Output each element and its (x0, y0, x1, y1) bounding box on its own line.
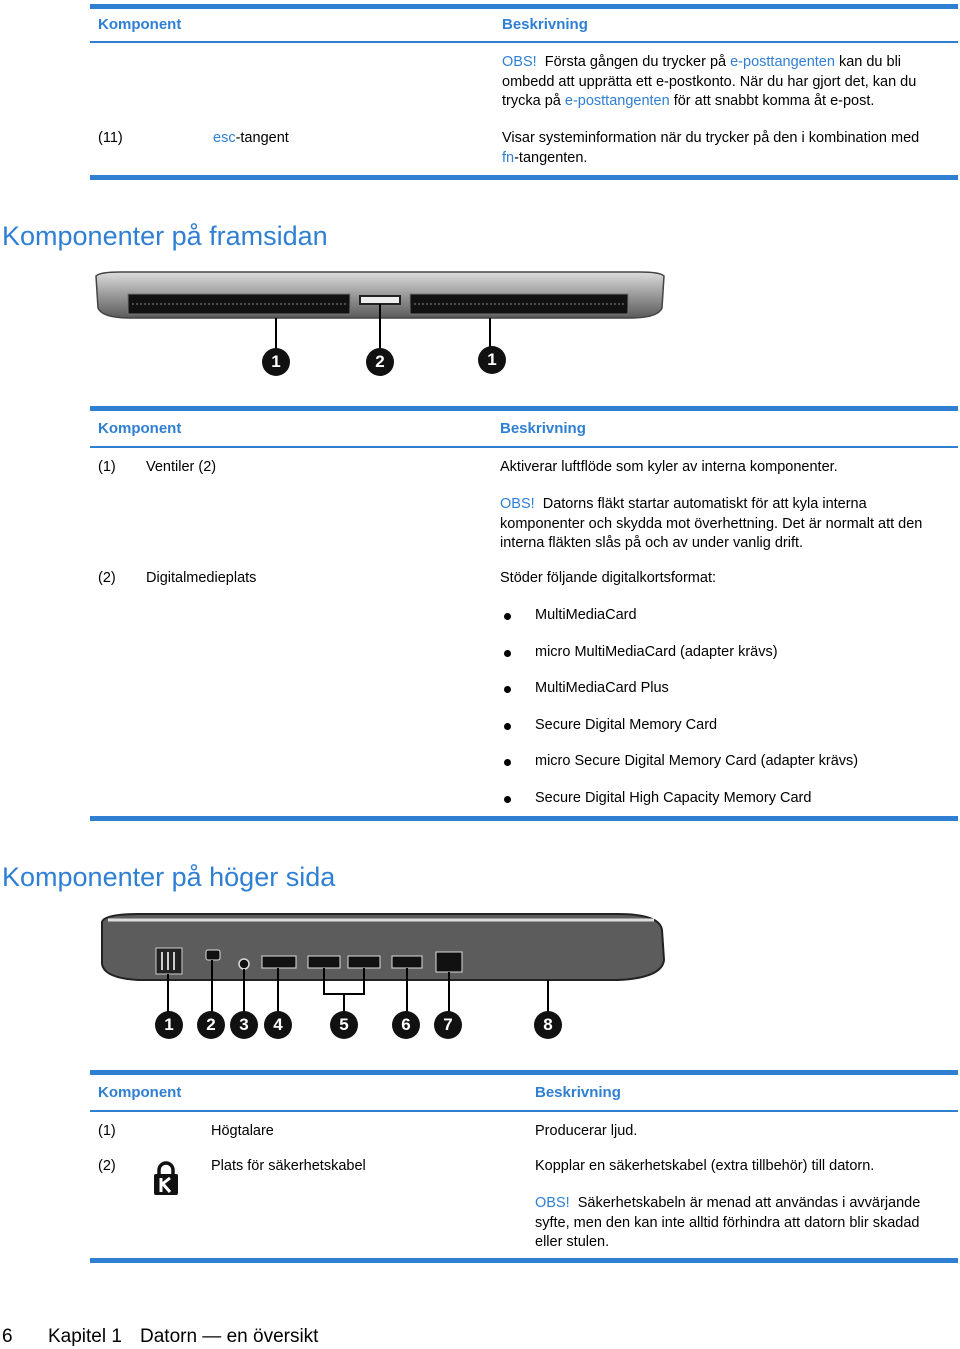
table3-top-rule (90, 1070, 958, 1075)
front-row1-note-label: OBS! (500, 496, 535, 512)
lock-slot (206, 950, 220, 960)
page-number: 6 (2, 1326, 13, 1347)
format-item: MultiMediaCard Plus (535, 680, 669, 696)
table3-header-rule (90, 1110, 958, 1112)
row11-desc-key: fn (502, 149, 515, 166)
audio-jack (239, 959, 249, 969)
front-row2-name: Digitalmedieplats (146, 570, 257, 586)
right-callout-6: 6 (392, 1011, 420, 1039)
row11-number: (11) (98, 130, 123, 146)
note-text: Första gången du trycker på (544, 54, 727, 70)
front-row1-note-line2: komponenter och skydda mot överhettning. Det är normalt att den (500, 515, 923, 532)
format-item: Secure Digital High Capacity Memory Card (535, 790, 812, 806)
right-row1-number: (1) (98, 1123, 116, 1139)
note-text-end: kan du bli (838, 54, 902, 70)
right-row2-note (535, 1194, 955, 1253)
list-bullet (504, 759, 511, 766)
format-item: MultiMediaCard (535, 607, 637, 623)
format-item: micro Secure Digital Memory Card (adapter krävs) (535, 753, 859, 769)
table1-bottom-rule (90, 175, 958, 180)
right-side-illustration (98, 912, 668, 1022)
list-bullet (504, 613, 511, 620)
right-callout-8: 8 (534, 1011, 562, 1039)
note-label: OBS! (502, 54, 537, 70)
table1-note (502, 53, 952, 112)
right-callout-5: 5 (330, 1011, 358, 1039)
format-item: micro MultiMediaCard (adapter krävs) (535, 644, 778, 660)
row11-name (213, 129, 289, 149)
table2-header-rule (90, 446, 958, 448)
security-cable-lock-icon (152, 1160, 180, 1196)
front-row1-note-line1: Datorns fläkt startar automatiskt för att kyla interna (542, 496, 867, 512)
footer-chapter: Kapitel 1 (48, 1326, 122, 1347)
port-4 (262, 956, 296, 968)
right-row2-note-line1: Säkerhetskabeln är menad att användas i avvärjande (577, 1195, 921, 1211)
table2-header-description: Beskrivning (500, 420, 586, 437)
right-row1-description: Producerar ljud. (535, 1123, 638, 1139)
front-callout-2: 2 (366, 348, 394, 376)
note-line3-end: för att snabbt komma åt e-post. (673, 93, 875, 109)
row11-desc-line1: Visar systeminformation när du trycker på den i kombination med (502, 130, 920, 146)
digital-media-slot (360, 296, 400, 304)
section-right-title: Komponenter på höger sida (2, 862, 336, 892)
laptop-side-body (102, 914, 664, 980)
table1-header-description: Beskrivning (502, 16, 588, 33)
section-front-title: Komponenter på framsidan (2, 221, 328, 251)
table3-header-description: Beskrivning (535, 1084, 621, 1101)
right-row2-number: (2) (98, 1158, 116, 1174)
table2-bottom-rule (90, 816, 958, 821)
list-bullet (504, 723, 511, 730)
table3-header-component: Komponent (98, 1084, 182, 1101)
list-bullet (504, 650, 511, 657)
table1-header-component: Komponent (98, 16, 182, 33)
table2-top-rule (90, 406, 958, 411)
row11-key: esc (213, 130, 236, 146)
note-line3-start: trycka på (502, 93, 561, 109)
front-row1-note-line3: interna fläkten slås på och av under vanlig drift. (500, 535, 804, 551)
front-row2-description: Stöder följande digitalkortsformat: (500, 570, 716, 586)
rj45-port (436, 952, 462, 972)
right-row2-note-line2: syfte, men den kan inte alltid förhindra att datorn blir skadad (535, 1214, 920, 1231)
footer-chapter-title: Datorn — en översikt (140, 1326, 319, 1347)
front-row1-note (500, 495, 955, 554)
row11-name-rest: -tangent (235, 130, 289, 146)
hdmi-port (392, 956, 422, 968)
front-callout-3: 1 (478, 346, 506, 374)
format-item: Secure Digital Memory Card (535, 717, 718, 733)
right-callout-7: 7 (434, 1011, 462, 1039)
right-callout-2: 2 (197, 1011, 225, 1039)
list-bullet (504, 686, 511, 693)
front-callout-1: 1 (262, 348, 290, 376)
usb-port-a (308, 956, 340, 968)
right-callout-3: 3 (230, 1011, 258, 1039)
front-row1-name: Ventiler (2) (146, 459, 217, 475)
right-row2-note-label: OBS! (535, 1195, 570, 1211)
table2-header-component: Komponent (98, 420, 182, 437)
right-callout-4: 4 (264, 1011, 292, 1039)
row11-description (502, 129, 954, 168)
front-row2-number: (2) (98, 570, 116, 586)
front-row1-description: Aktiverar luftflöde som kyler av interna komponenter. (500, 459, 838, 475)
note-key: e-posttangenten (730, 54, 835, 70)
row11-desc-line2: -tangenten. (514, 149, 588, 166)
table3-bottom-rule (90, 1258, 958, 1263)
list-bullet (504, 796, 511, 803)
right-row1-name: Högtalare (211, 1123, 274, 1139)
right-row2-name: Plats för säkerhetskabel (211, 1158, 366, 1174)
usb-port-b (348, 956, 380, 968)
table1-top-rule (90, 4, 958, 9)
note-line3-key: e-posttangenten (564, 93, 670, 109)
note-line2: ombedd att upprätta ett e-postkonto. När du har gjort det, kan du (502, 73, 917, 90)
right-row2-description: Kopplar en säkerhetskabel (extra tillbehör) till datorn. (535, 1158, 875, 1174)
front-row1-number: (1) (98, 459, 116, 475)
right-callout-1: 1 (155, 1011, 183, 1039)
table1-header-rule (90, 41, 958, 43)
right-row2-note-line3: eller stulen. (535, 1234, 610, 1250)
